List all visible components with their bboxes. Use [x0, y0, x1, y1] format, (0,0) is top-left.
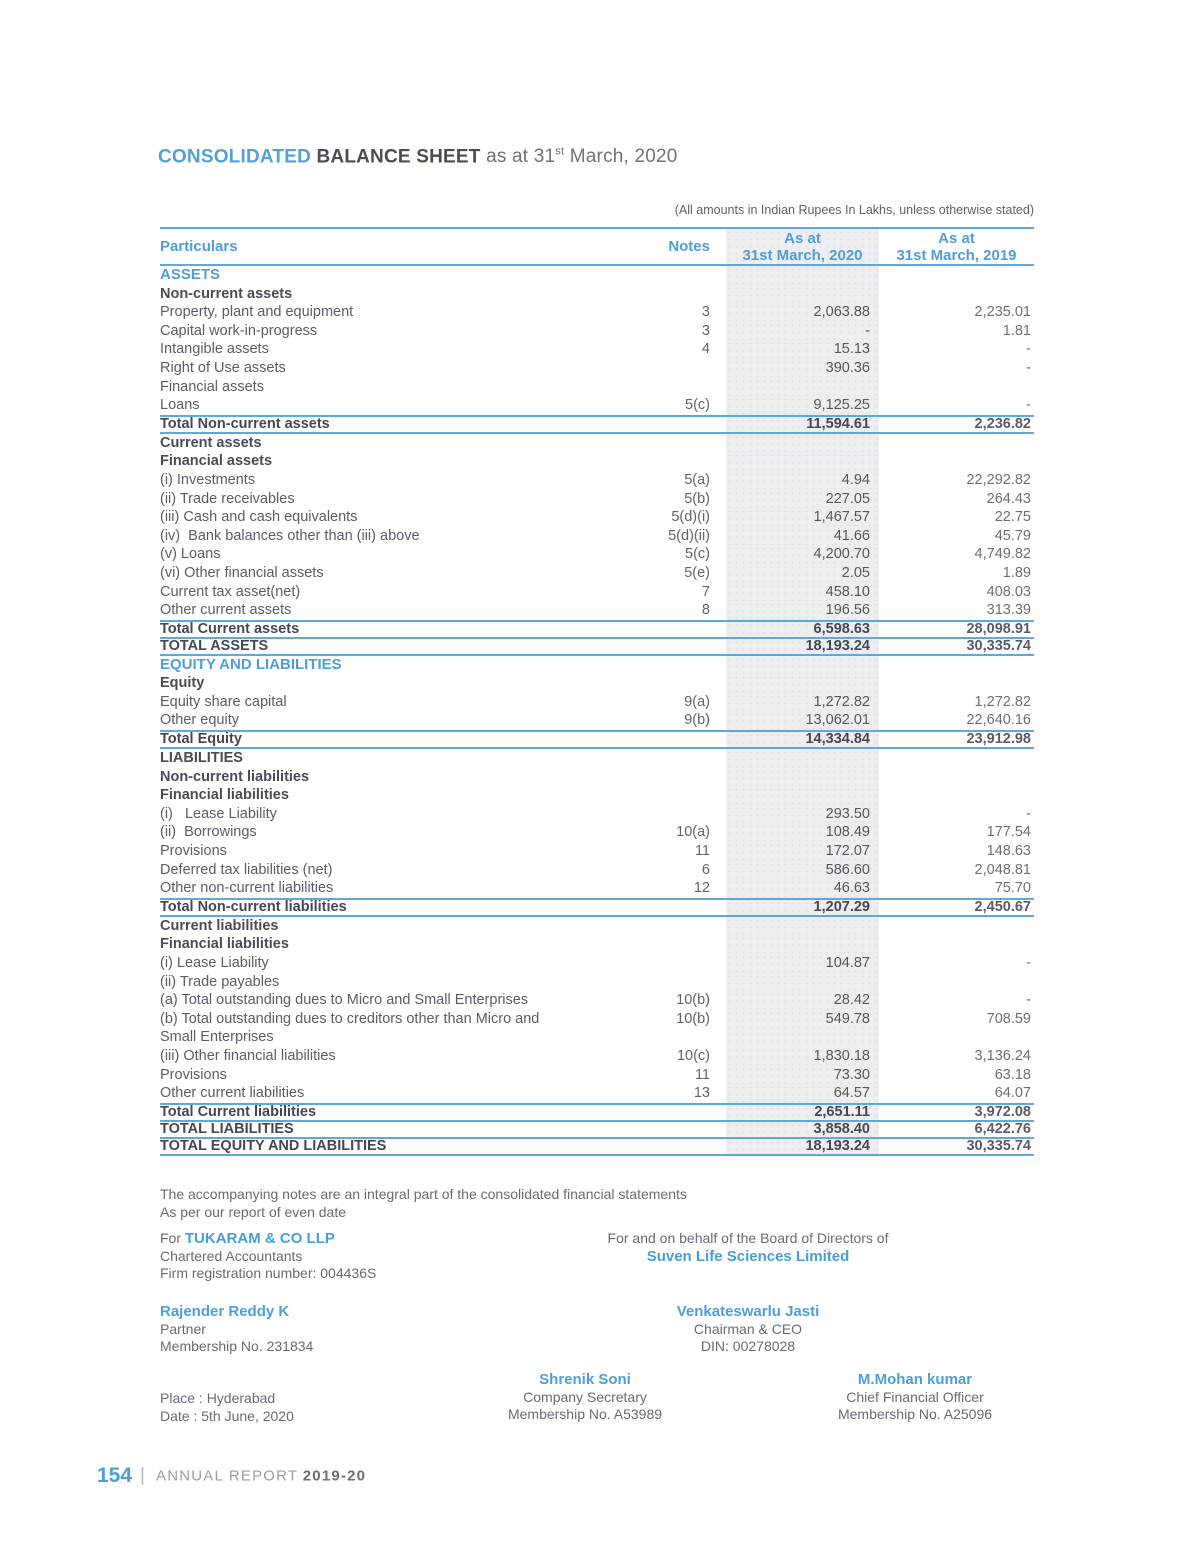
row-label: Non-current assets: [160, 285, 293, 302]
row-note-ref: [610, 359, 726, 378]
table-row: [160, 823, 1034, 842]
row-value-2020: 2,063.88: [726, 303, 879, 322]
table-row: [160, 1084, 1034, 1103]
row-value-2019: 1.81: [1002, 322, 1031, 339]
row-value-2020: [726, 768, 879, 787]
table-row: [160, 434, 1034, 453]
table-row: [160, 527, 1034, 546]
title-date: as at 31st March, 2020: [486, 146, 678, 168]
signatory-role: Chief Financial Officer: [846, 1388, 984, 1405]
table-row: [160, 730, 1034, 749]
table-row: [160, 674, 1034, 693]
signatory-name: Venkateswarlu Jasti: [676, 1303, 820, 1320]
row-note-ref: [610, 1122, 726, 1137]
row-value-2019: 30,335.74: [966, 1137, 1031, 1154]
row-note-ref: 10(c): [676, 1047, 710, 1064]
signatory-membership: Membership No. 231834: [160, 1338, 314, 1354]
row-label: Total Equity: [160, 731, 242, 748]
row-label: (iii) Cash and cash equivalents: [160, 509, 358, 526]
row-value-2020: 1,830.18: [726, 1047, 879, 1066]
row-value-2019: [879, 935, 1034, 954]
row-value-2019: [879, 266, 1034, 285]
row-label: (vi) Other financial assets: [160, 564, 324, 581]
row-value-2020: 172.07: [726, 842, 879, 861]
row-value-2020: 11,594.61: [726, 417, 879, 432]
row-value-2020: 1,467.57: [726, 508, 879, 527]
table-row: [160, 508, 1034, 527]
row-value-2019: [879, 749, 1034, 768]
table-row: [160, 620, 1034, 639]
row-note-ref: [610, 749, 726, 768]
row-note-ref: [610, 434, 726, 453]
row-value-2020: 13,062.01: [726, 711, 879, 730]
row-value-2020: 227.05: [726, 490, 879, 509]
column-header-particulars: Particulars: [160, 238, 238, 255]
row-note-ref: 8: [701, 602, 710, 619]
signatory-role: Partner: [160, 1320, 206, 1337]
table-row: [160, 285, 1034, 304]
signatory-partner: [160, 1303, 313, 1356]
row-value-2019: [879, 973, 1034, 992]
row-note-ref: [610, 1105, 726, 1120]
row-note-ref: [610, 378, 726, 397]
row-label: TOTAL LIABILITIES: [160, 1120, 294, 1137]
row-note-ref: 3: [701, 304, 710, 321]
row-label: Current assets: [160, 434, 262, 451]
auditor-block: [160, 1230, 376, 1283]
row-note-ref: 11: [694, 843, 710, 860]
row-label: Capital work-in-progress: [160, 322, 318, 339]
table-row: [160, 656, 1034, 675]
row-label: Total Current assets: [160, 620, 300, 637]
title-word-consolidated: CONSOLIDATED: [158, 146, 311, 168]
table-row: [160, 1103, 1034, 1122]
row-value-2020: 2,651.11: [726, 1105, 879, 1120]
row-value-2020: [726, 786, 879, 805]
table-row: [160, 693, 1034, 712]
row-value-2019: 3,136.24: [974, 1047, 1031, 1064]
row-value-2020: 41.66: [726, 527, 879, 546]
table-row: [160, 1010, 1034, 1047]
row-note-ref: 5(d)(i): [671, 509, 710, 526]
table-row: [160, 545, 1034, 564]
row-note-ref: [610, 786, 726, 805]
row-label: Other current liabilities: [160, 1085, 305, 1102]
table-body: [160, 266, 1034, 1156]
row-label: Provisions: [160, 1066, 227, 1083]
signatory-role: Company Secretary: [523, 1388, 647, 1405]
row-value-2019: -: [1026, 955, 1031, 971]
row-value-2019: 28,098.91: [966, 620, 1031, 637]
row-label: Provisions: [160, 843, 227, 860]
row-note-ref: 5(e): [684, 564, 710, 581]
row-label: Total Non-current liabilities: [160, 898, 347, 915]
row-value-2019: [879, 434, 1034, 453]
row-value-2019: [879, 452, 1034, 471]
row-note-ref: [610, 639, 726, 654]
row-label: Financial assets: [160, 378, 264, 395]
row-value-2020: 293.50: [726, 805, 879, 824]
row-value-2019: 4,749.82: [974, 546, 1031, 563]
row-note-ref: 5(a): [684, 471, 710, 488]
row-note-ref: [610, 900, 726, 915]
row-label: Total Current liabilities: [160, 1103, 317, 1120]
row-label: TOTAL ASSETS: [160, 637, 269, 654]
row-label: (ii) Trade receivables: [160, 490, 295, 507]
table-row: [160, 879, 1034, 898]
report-even-date-line: As per our report of even date: [160, 1204, 346, 1220]
table-row: [160, 861, 1034, 880]
row-note-ref: 10(b): [676, 992, 710, 1009]
table-row: [160, 898, 1034, 917]
row-value-2020: 1,207.29: [726, 900, 879, 915]
row-note-ref: [610, 417, 726, 432]
row-value-2019: [879, 674, 1034, 693]
table-row: [160, 786, 1034, 805]
row-note-ref: [610, 656, 726, 675]
column-header-notes: Notes: [668, 238, 710, 255]
row-note-ref: [610, 935, 726, 954]
row-label: ASSETS: [160, 266, 221, 283]
row-label: Intangible assets: [160, 341, 269, 358]
table-header-row: [160, 227, 1034, 266]
row-value-2019: -: [1026, 992, 1031, 1009]
row-label: (iv) Bank balances other than (iii) above: [160, 527, 420, 544]
row-value-2020: 458.10: [726, 583, 879, 602]
signatory-secretary: [480, 1371, 690, 1424]
row-value-2019: 45.79: [994, 527, 1031, 544]
row-note-ref: [610, 917, 726, 936]
table-row: [160, 490, 1034, 509]
auditor-designation: Chartered Accountants: [160, 1247, 303, 1264]
page-number: 154: [97, 1464, 133, 1487]
row-value-2020: 46.63: [726, 879, 879, 898]
row-note-ref: 13: [693, 1085, 710, 1102]
row-value-2020: 28.42: [726, 991, 879, 1010]
row-value-2019: 6,422.76: [974, 1120, 1031, 1137]
row-value-2020: 18,193.24: [726, 639, 879, 654]
row-value-2019: 264.43: [986, 490, 1031, 507]
row-value-2020: 549.78: [726, 1010, 879, 1047]
table-row: [160, 322, 1034, 341]
row-label: Financial assets: [160, 453, 273, 470]
page-footer: [97, 1464, 366, 1488]
row-value-2019: -: [1026, 341, 1031, 358]
row-value-2019: 22.75: [994, 509, 1031, 526]
row-label: Loans: [160, 397, 200, 414]
table-row: [160, 935, 1034, 954]
row-value-2019: -: [1026, 805, 1031, 822]
table-row: [160, 749, 1034, 768]
row-label: Deferred tax liabilities (net): [160, 861, 333, 878]
row-value-2020: 18,193.24: [726, 1139, 879, 1154]
table-row: [160, 471, 1034, 490]
table-row: [160, 359, 1034, 378]
row-note-ref: [610, 266, 726, 285]
row-value-2020: [726, 266, 879, 285]
row-label: (iii) Other financial liabilities: [160, 1047, 336, 1064]
row-note-ref: [610, 973, 726, 992]
row-note-ref: 7: [701, 583, 710, 600]
row-note-ref: [610, 954, 726, 973]
table-row: [160, 1122, 1034, 1139]
table-row: [160, 266, 1034, 285]
row-label: (i) Lease Liability: [160, 955, 269, 971]
row-value-2020: [726, 452, 879, 471]
row-note-ref: 11: [694, 1066, 710, 1083]
table-row: [160, 917, 1034, 936]
row-value-2019: 1.89: [1002, 564, 1031, 581]
row-note-ref: 6: [701, 861, 710, 878]
row-note-ref: 5(d)(ii): [668, 527, 710, 544]
row-value-2020: [726, 917, 879, 936]
row-value-2020: [726, 434, 879, 453]
row-value-2020: 1,272.82: [726, 693, 879, 712]
company-name: Suven Life Sciences Limited: [646, 1247, 850, 1265]
row-label: Other non-current liabilities: [160, 880, 334, 897]
column-header-2020: As at 31st March, 2020: [726, 229, 879, 264]
row-note-ref: 4: [701, 341, 710, 358]
row-label: (ii) Borrowings: [160, 824, 257, 841]
report-year: 2019-20: [302, 1467, 367, 1485]
row-note-ref: 5(c): [685, 397, 710, 414]
row-note-ref: 10(b): [676, 1010, 710, 1027]
row-value-2020: [726, 674, 879, 693]
place-date-block: [160, 1390, 294, 1425]
table-row: [160, 954, 1034, 973]
row-value-2020: 14,334.84: [726, 732, 879, 747]
signatory-role: Chairman & CEO: [693, 1320, 803, 1337]
row-value-2019: 3,972.08: [974, 1103, 1031, 1120]
row-note-ref: 5(c): [685, 546, 710, 563]
row-value-2019: 2,048.81: [974, 861, 1031, 878]
row-label: LIABILITIES: [160, 750, 243, 767]
row-value-2019: 2,236.82: [974, 415, 1031, 432]
table-row: [160, 1139, 1034, 1156]
table-row: [160, 805, 1034, 824]
table-row: [160, 452, 1034, 471]
row-note-ref: 5(b): [684, 490, 710, 507]
row-value-2019: 22,640.16: [966, 712, 1031, 729]
table-row: [160, 396, 1034, 415]
column-header-2019: As at 31st March, 2019: [896, 229, 1017, 264]
auditor-for-prefix: For: [160, 1230, 185, 1246]
row-label: (i) Investments: [160, 471, 256, 488]
row-note-ref: 9(a): [684, 693, 710, 710]
notes-integral-line: The accompanying notes are an integral part of the consolidated financial statements: [160, 1186, 687, 1202]
table-row: [160, 1047, 1034, 1066]
row-value-2020: 15.13: [726, 340, 879, 359]
table-row: [160, 842, 1034, 861]
row-value-2019: 23,912.98: [966, 731, 1031, 748]
auditor-registration: Firm registration number: 004436S: [160, 1265, 377, 1281]
row-label: Other current assets: [160, 602, 292, 619]
row-value-2020: 73.30: [726, 1066, 879, 1085]
row-value-2020: 3,858.40: [726, 1122, 879, 1137]
board-for-line: For and on behalf of the Board of Directors of: [607, 1230, 889, 1246]
table-row: [160, 768, 1034, 787]
table-row: [160, 378, 1034, 397]
row-label: (b) Total outstanding dues to creditors other than Micro and Small Enterprises: [160, 1010, 540, 1046]
row-value-2020: [726, 656, 879, 675]
row-note-ref: [610, 1139, 726, 1154]
annual-report-label: ANNUAL REPORT: [155, 1467, 299, 1485]
balance-sheet-table: [160, 227, 1034, 1156]
table-row: [160, 601, 1034, 620]
row-value-2019: -: [1026, 397, 1031, 414]
row-value-2020: 390.36: [726, 359, 879, 378]
row-value-2020: 9,125.25: [726, 396, 879, 415]
date-line: Date : 5th June, 2020: [160, 1407, 294, 1424]
row-value-2020: 104.87: [726, 954, 879, 973]
row-note-ref: 3: [701, 322, 710, 339]
table-row: [160, 340, 1034, 359]
row-value-2019: 2,450.67: [974, 898, 1031, 915]
signatory-name: M.Mohan kumar: [857, 1371, 973, 1388]
row-value-2019: 408.03: [986, 583, 1031, 600]
row-label: Equity share capital: [160, 693, 287, 710]
table-row: [160, 1066, 1034, 1085]
signatory-membership: Membership No. A53989: [507, 1406, 663, 1422]
signatory-membership: Membership No. A25096: [837, 1406, 993, 1422]
row-label: (v) Loans: [160, 546, 221, 563]
row-value-2019: 177.54: [986, 824, 1031, 841]
signatory-chairman: [590, 1303, 906, 1356]
table-row: [160, 564, 1034, 583]
row-value-2019: 75.70: [994, 880, 1031, 897]
row-value-2020: [726, 973, 879, 992]
row-value-2020: [726, 378, 879, 397]
table-row: [160, 991, 1034, 1010]
row-label: (ii) Trade payables: [160, 973, 280, 990]
row-label: Right of Use assets: [160, 359, 286, 376]
row-value-2020: [726, 285, 879, 304]
row-note-ref: [610, 622, 726, 637]
row-value-2020: 6,598.63: [726, 622, 879, 637]
row-value-2019: 148.63: [986, 843, 1031, 860]
row-note-ref: 12: [693, 880, 710, 897]
row-value-2020: -: [726, 322, 879, 341]
row-label: Equity: [160, 675, 205, 692]
row-label: Financial liabilities: [160, 936, 289, 953]
row-note-ref: 9(b): [684, 712, 710, 729]
row-label: Non-current liabilities: [160, 768, 310, 785]
table-row: [160, 711, 1034, 730]
row-value-2019: [879, 656, 1034, 675]
signatory-din: DIN: 00278028: [700, 1338, 796, 1354]
place-line: Place : Hyderabad: [160, 1390, 276, 1406]
row-note-ref: [610, 285, 726, 304]
title-word-balance-sheet: BALANCE SHEET: [316, 146, 481, 168]
row-value-2019: 1,272.82: [974, 693, 1031, 710]
row-value-2019: [879, 378, 1034, 397]
auditor-firm-name: TUKARAM & CO LLP: [184, 1230, 335, 1247]
row-label: (a) Total outstanding dues to Micro and Small Enterprises: [160, 992, 529, 1009]
row-value-2019: [879, 768, 1034, 787]
row-value-2020: 2.05: [726, 564, 879, 583]
table-row: [160, 639, 1034, 656]
row-value-2020: [726, 935, 879, 954]
row-value-2019: 313.39: [986, 602, 1031, 619]
table-row: [160, 973, 1034, 992]
row-value-2020: 108.49: [726, 823, 879, 842]
row-value-2020: 4.94: [726, 471, 879, 490]
footer-separator: |: [140, 1465, 145, 1486]
row-value-2019: [879, 786, 1034, 805]
row-value-2019: -: [1026, 359, 1031, 376]
row-value-2019: [879, 285, 1034, 304]
row-label: Current liabilities: [160, 917, 279, 934]
row-value-2019: 63.18: [994, 1066, 1031, 1083]
row-label: Current tax asset(net): [160, 583, 301, 600]
row-note-ref: [610, 452, 726, 471]
amounts-note: (All amounts in Indian Rupees In Lakhs, unless otherwise stated): [674, 203, 1034, 217]
row-note-ref: [610, 732, 726, 747]
row-label: Financial liabilities: [160, 787, 289, 804]
row-label: Property, plant and equipment: [160, 304, 354, 321]
row-value-2019: 64.07: [994, 1085, 1031, 1102]
closing-notes: [160, 1185, 687, 1221]
table-row: [160, 583, 1034, 602]
table-row: [160, 415, 1034, 434]
signatory-name: Shrenik Soni: [539, 1371, 631, 1388]
row-label: EQUITY AND LIABILITIES: [160, 655, 342, 673]
row-label: TOTAL EQUITY AND LIABILITIES: [160, 1137, 387, 1154]
row-note-ref: [610, 674, 726, 693]
row-value-2019: 22,292.82: [966, 471, 1031, 488]
signatory-cfo: [810, 1371, 1020, 1424]
table-row: [160, 303, 1034, 322]
row-value-2019: 708.59: [986, 1010, 1031, 1027]
row-value-2020: 586.60: [726, 861, 879, 880]
row-note-ref: [610, 768, 726, 787]
row-value-2019: [879, 917, 1034, 936]
row-label: (i) Lease Liability: [160, 805, 277, 822]
row-value-2019: 2,235.01: [974, 304, 1031, 321]
row-label: Other equity: [160, 712, 239, 729]
board-block: [590, 1230, 906, 1265]
signatory-name: Rajender Reddy K: [160, 1303, 290, 1320]
row-note-ref: 10(a): [676, 824, 710, 841]
row-value-2019: 30,335.74: [966, 637, 1031, 654]
row-value-2020: 196.56: [726, 601, 879, 620]
row-label: Total Non-current assets: [160, 415, 330, 432]
row-value-2020: [726, 749, 879, 768]
page-title: [158, 146, 678, 168]
row-note-ref: [610, 805, 726, 824]
row-value-2020: 4,200.70: [726, 545, 879, 564]
row-value-2020: 64.57: [726, 1084, 879, 1103]
